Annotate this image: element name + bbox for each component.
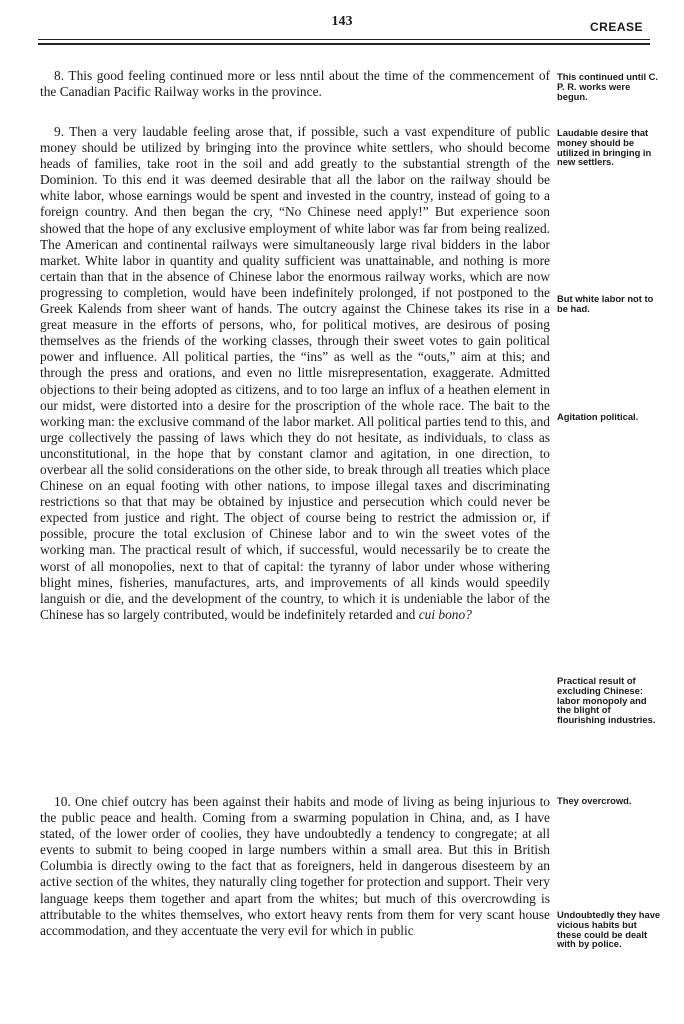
paragraph-10: 10. One chief outcry has been against their habits and mode of living as being injurious to the public peace and health. Coming from a swarming population in China, and, as I have stated, of the lower order of coolies, they have undoubtedly a tendency to congregate; at all events to submit to being cooped in large numbers within a small area. But this in British Columbia is directly owing to the fact that as foreigners, held in dangerous disesteem by an active section of the whites, they naturally cling together for protection and support. Their very language keeps them together and apart from the whites; but much of this overcrowding is attributable to the whites themselves, who extort heavy rents from them for very scant house accommodation, and they accentuate the very evil for which in public: [40, 794, 550, 938]
paragraph-9-closing: cui bono?: [418, 606, 472, 622]
page-number: 143: [331, 14, 353, 29]
header-rule-thin: [38, 39, 650, 40]
paragraph-8: 8. This good feeling continued more or less nntil about the time of the commencement of the Canadian Pacific Railway works in the province.: [40, 68, 550, 100]
paragraph-9-text: 9. Then a very laudable feeling arose that, if possible, such a vast expenditure of public money should be utilized by bringing into the province white settlers, who should become heads of families, take root in the soil and add greatly to the substantial strength of the Dominion. To this end it was deemed desirable that all the labor on the railway should be white labor, whose earnings would be spent and invested in the country, instead of going to a foreign country. And then began the cry, “No Chinese need apply!” But experience soon showed that the hope of any exclusive employment of white labor was far from being realized. The American and continental railways were simultaneously large rival bidders in the labor market. White labor in quantity and quality sufficient was unattainable, and nothing is more certain than that in the absence of Chinese labor the enormous railway works, which are now progressing to completion, would have been indefinitely prolonged, if not postponed to the Greek Kalends from sheer want of hands. The outcry against the Chinese takes its rise in a great measure in the efforts of persons, who, for political motives, are desirous of posing themselves as the friends of the working classes, through their sweet votes to gain political power and influence. All political parties, the “ins” as well as the “outs,” aim at this; and through the press and orations, and even no little misrepresentation, exaggerate. Admitted objections to their being adopted as citizens, and to too large an influx of a heathen element in our midst, were distorted into a desire for the proscription of the whole race. The bait to the working man: the exclusive command of the labor market. All political parties tend to this, and urge collectively the passing of laws which they do not hesitate, as individuals, to class as unconstitutional, in the hope that by constant clamor and agitation, in one direction, to overbear all the solid considerations on the other side, to break through all treaties which place Chinese on an equal footing with other nations, to impose illegal taxes and discriminating restrictions so that that may be obtained by injustice and persecution which could never be expected from justice and right. The object of course being to restrict the admission or, if possible, procure the total exclusion of Chinese labor and to win the sweet votes of the working man. The practical result of which, if successful, would necessarily be to create the worst of all monopolies, next to that of capital: the tyranny of labor under whose withering blight mines, fisheries, manufactures, arts, and improvements of all kinds would speedily languish or die, and the development of the country, to which it is undeniable the labor of the Chinese has so largely contributed, would be indefinitely retarded and: [40, 124, 550, 622]
running-head: CREASE: [590, 20, 644, 34]
header-rule-thick: [38, 43, 650, 45]
margin-note-vicious-habits: Undoubtedly they have vicious habits but these could be dealt with by police.: [557, 909, 661, 950]
margin-note-cpr-works: This continued until C. P. R. works were begun.: [557, 71, 659, 102]
margin-note-laudable-desire: Laudable desire that money should be utilized in bringing in new settlers.: [557, 127, 652, 168]
margin-note-practical-result: Practical result of excluding Chinese: labor monopoly and the blight of flourishing industries.: [557, 675, 656, 726]
margin-note-white-labor: But white labor not to be had.: [557, 293, 654, 314]
margin-note-overcrowd: They overcrowd.: [557, 795, 632, 806]
paragraph-9: [40, 124, 550, 623]
margin-note-agitation: Agitation political.: [557, 411, 639, 422]
